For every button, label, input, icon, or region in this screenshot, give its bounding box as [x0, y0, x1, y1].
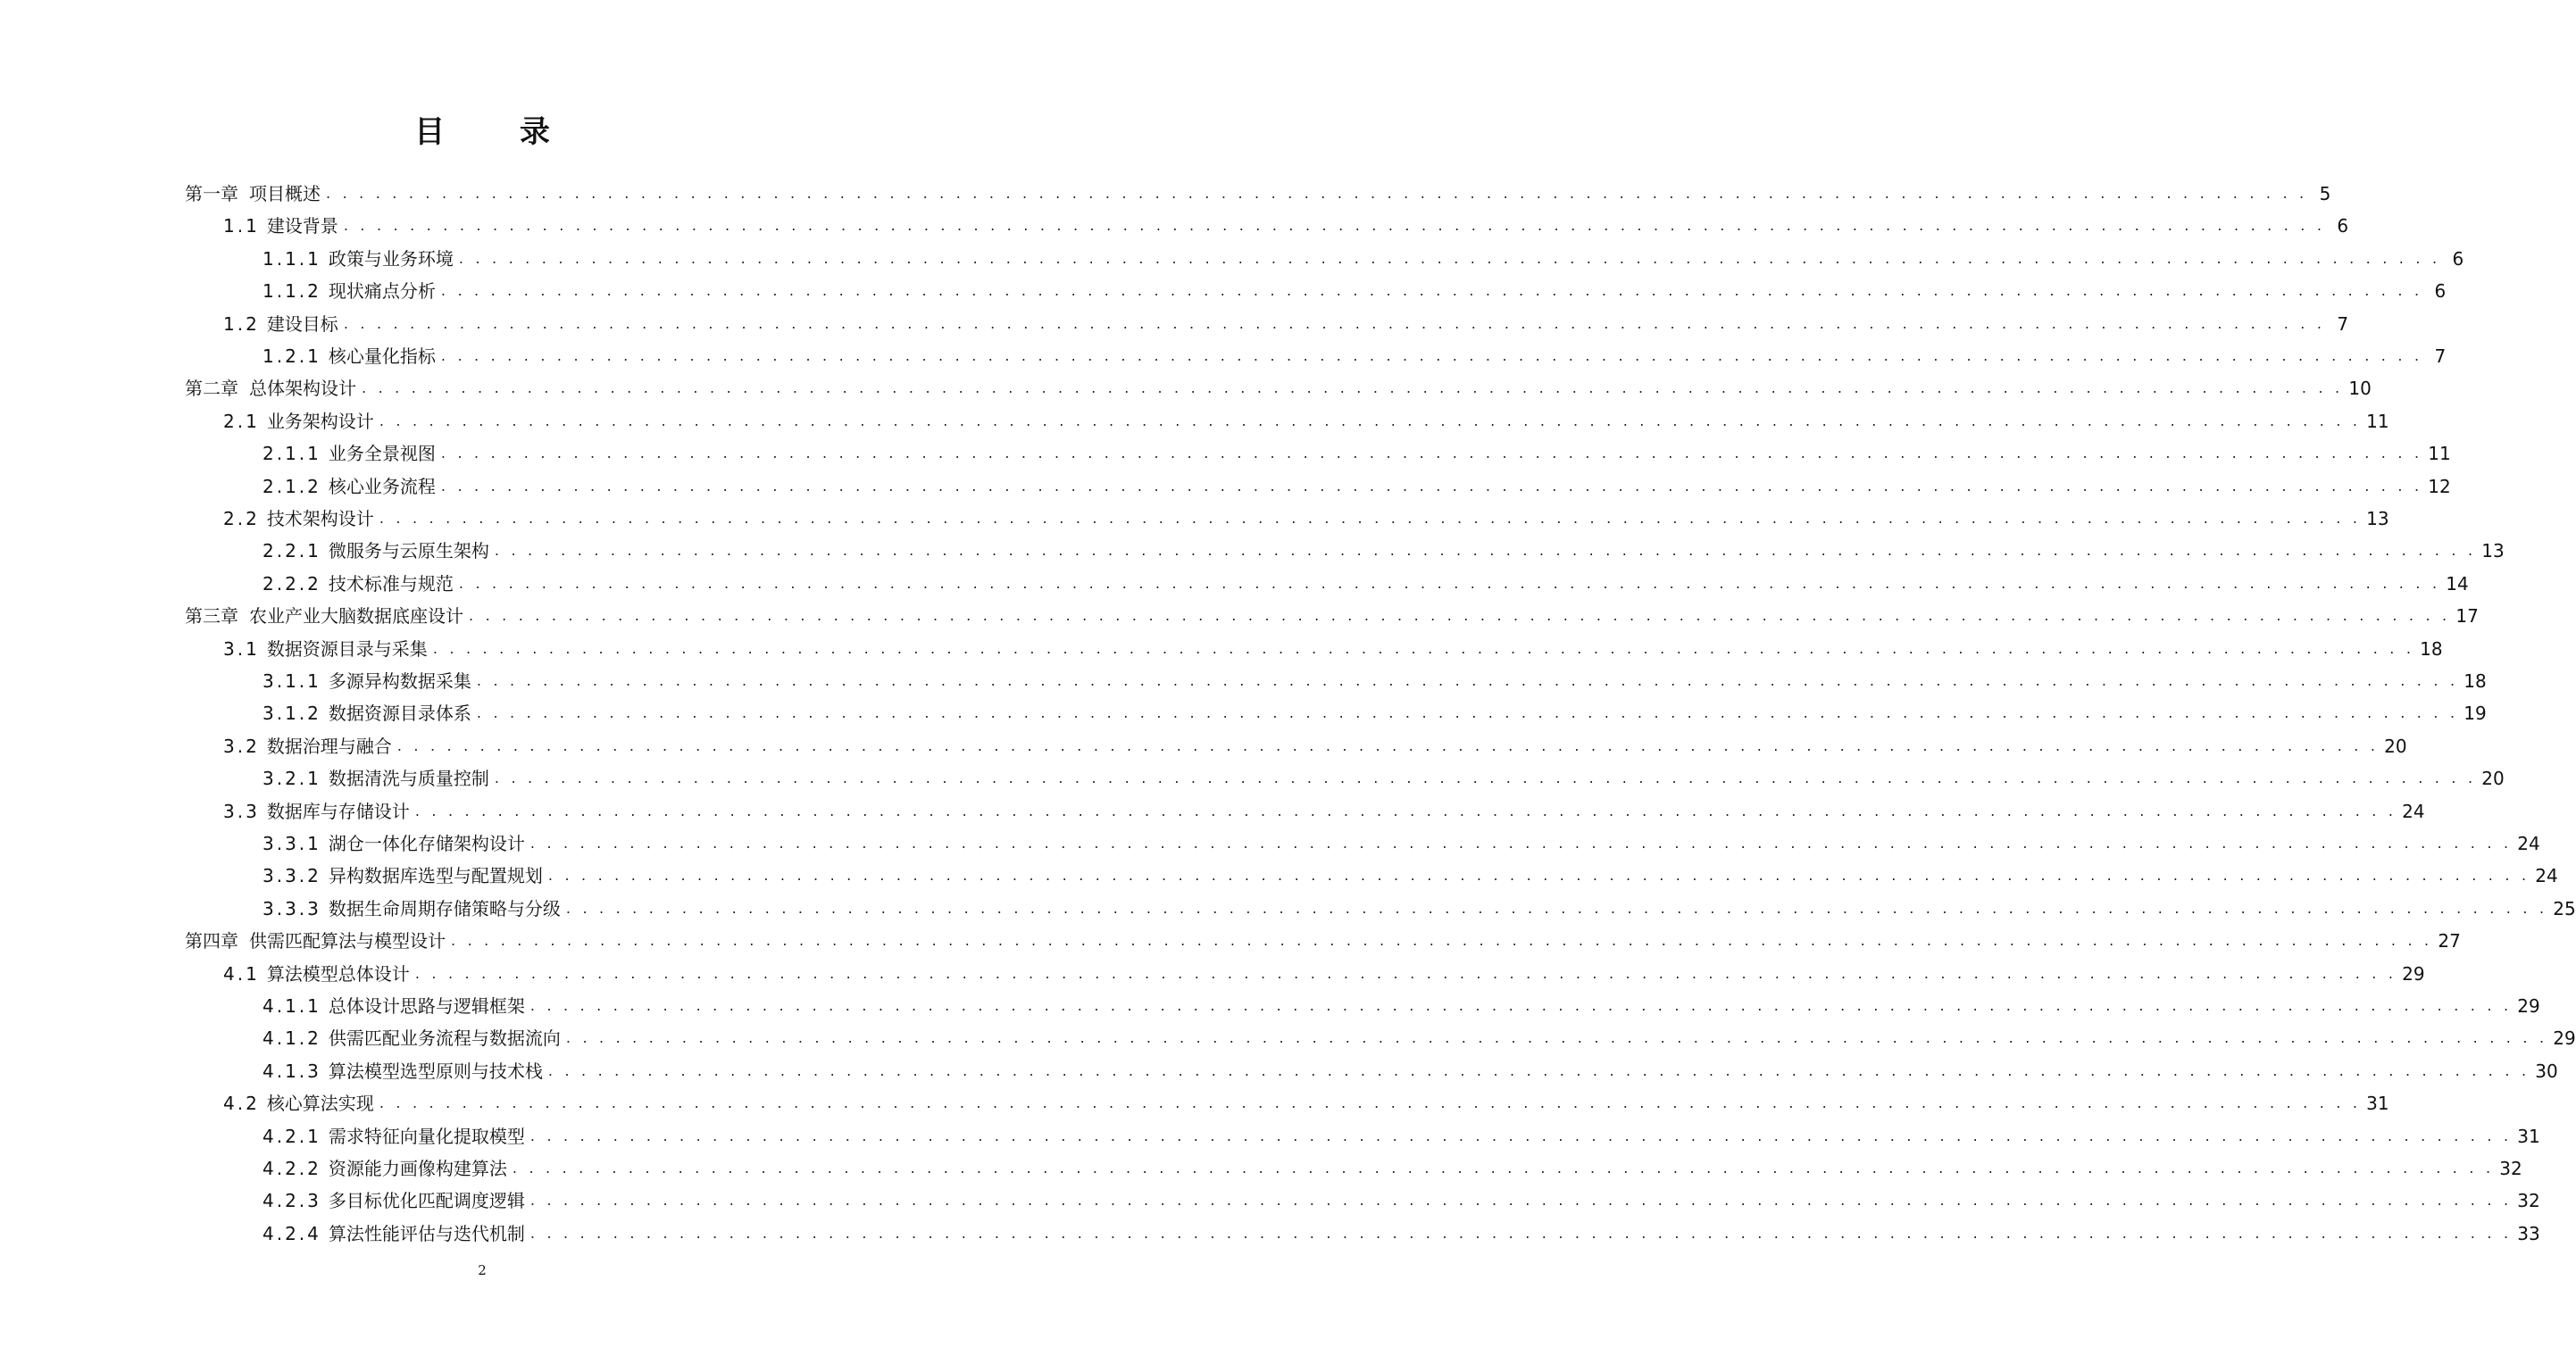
- toc-entry-title: 项目概述: [249, 183, 321, 204]
- toc-entry-title: 现状痛点分析: [328, 280, 436, 303]
- toc-entry[interactable]: [223, 958, 2425, 990]
- toc-entry-title: 湖仓一体化存储架构设计: [328, 833, 525, 854]
- toc-entry[interactable]: [223, 633, 2443, 665]
- toc-entry[interactable]: [263, 340, 2447, 372]
- toc-dot-leader: . . . . . . . . . . . . . . . . . . . . . . . . . . . . . . . . . . . . . . . . . . . . . . . . . . . . . . . . . . . . . . . . . . . . . . . . . . . . . . . . . . . . . . . . . . . . . . . . . . . . . . . . . . . . . . . . . . . . . . . .: [565, 899, 2548, 917]
- toc-dot-leader: . . . . . . . . . . . . . . . . . . . . . . . . . . . . . . . . . . . . . . . . . . . . . . . . . . . . . . . . . . . . . . . . . . . . . . . . . . . . . . . . . . . . . . . . . . . . . . . . . . . . . . . . . . . . . . . . . . . . . . . .: [379, 510, 2362, 527]
- toc-entry-number: 2.1.2: [263, 475, 321, 497]
- toc-entry-page: 32: [2517, 1190, 2540, 1212]
- toc-entry[interactable]: [263, 243, 2464, 275]
- toc-entry-title: 多目标优化匹配调度逻辑: [328, 1190, 525, 1212]
- toc-entry-title: 业务全景视图: [328, 443, 436, 465]
- toc-entry[interactable]: [223, 795, 2425, 828]
- toc-dot-leader: . . . . . . . . . . . . . . . . . . . . . . . . . . . . . . . . . . . . . . . . . . . . . . . . . . . . . . . . . . . . . . . . . . . . . . . . . . . . . . . . . . . . . . . . . . . . . . . . . . . . . . . . . . . . . . . . . . . . . . . .: [529, 1224, 2513, 1242]
- toc-entry-number: 第二章: [185, 378, 238, 400]
- toc-entry-page: 11: [2428, 443, 2451, 465]
- toc-entry-number: 1.1: [223, 215, 260, 237]
- toc-entry-page: 24: [2402, 800, 2425, 822]
- toc-entry-page: 19: [2463, 703, 2487, 725]
- toc-entry-title: 总体架构设计: [249, 378, 356, 400]
- toc-entry-title: 需求特征向量化提取模型: [328, 1125, 525, 1147]
- toc-entry-page: 13: [2481, 540, 2505, 562]
- toc-entry-title: 核心业务流程: [328, 475, 436, 497]
- toc-dot-leader: . . . . . . . . . . . . . . . . . . . . . . . . . . . . . . . . . . . . . . . . . . . . . . . . . . . . . . . . . . . . . . . . . . . . . . . . . . . . . . . . . . . . . . . . . . . . . . . . . . . . . . . . . . . . . . . . . . . . . . . .: [494, 542, 2477, 560]
- toc-entry-title: 政策与业务环境: [328, 247, 454, 270]
- toc-dot-leader: . . . . . . . . . . . . . . . . . . . . . . . . . . . . . . . . . . . . . . . . . . . . . . . . . . . . . . . . . . . . . . . . . . . . . . . . . . . . . . . . . . . . . . . . . . . . . . . . . . . . . . . . . . . . . . . . . . . . . . . .: [565, 1029, 2548, 1047]
- toc-entry-title: 异构数据库选型与配置规划: [328, 865, 543, 887]
- toc-entry-title: 供需匹配业务流程与数据流向: [328, 1027, 561, 1050]
- toc-entry-page: 12: [2428, 475, 2451, 497]
- toc-entry[interactable]: [263, 990, 2540, 1022]
- toc-entry[interactable]: [263, 893, 2576, 925]
- page-number: 2: [478, 1262, 487, 1278]
- toc-dot-leader: . . . . . . . . . . . . . . . . . . . . . . . . . . . . . . . . . . . . . . . . . . . . . . . . . . . . . . . . . . . . . . . . . . . . . . . . . . . . . . . . . . . . . . . . . . . . . . . . . . . . . . . . . . . . . . . . . . . . . . . .: [379, 412, 2362, 429]
- toc-entry-number: 4.2.2: [263, 1158, 321, 1179]
- toc-entry[interactable]: [263, 828, 2540, 860]
- toc-entry-page: 33: [2517, 1222, 2540, 1244]
- toc-entry-page: 31: [2517, 1125, 2540, 1147]
- toc-entry[interactable]: [185, 178, 2331, 210]
- toc-entry-title: 数据生命周期存储策略与分级: [328, 897, 561, 919]
- toc-dot-leader: . . . . . . . . . . . . . . . . . . . . . . . . . . . . . . . . . . . . . . . . . . . . . . . . . . . . . . . . . . . . . . . . . . . . . . . . . . . . . . . . . . . . . . . . . . . . . . . . . . . . . . . . . . . . . . . . . . . . . . . .: [379, 1094, 2362, 1112]
- toc-entry-page: 31: [2366, 1093, 2389, 1115]
- toc-entry-number: 3.2: [223, 735, 260, 757]
- toc-entry-page: 17: [2455, 605, 2479, 628]
- toc-dot-leader: . . . . . . . . . . . . . . . . . . . . . . . . . . . . . . . . . . . . . . . . . . . . . . . . . . . . . . . . . . . . . . . . . . . . . . . . . . . . . . . . . . . . . . . . . . . . . . . . . . . . . . . . . . . . . . . . . . . . . . . .: [458, 249, 2441, 267]
- toc-dot-leader: . . . . . . . . . . . . . . . . . . . . . . . . . . . . . . . . . . . . . . . . . . . . . . . . . . . . . . . . . . . . . . . . . . . . . . . . . . . . . . . . . . . . . . . . . . . . . . . . . . . . . . . . . . . . . . . . . . . . . . . .: [343, 314, 2326, 332]
- toc-dot-leader: . . . . . . . . . . . . . . . . . . . . . . . . . . . . . . . . . . . . . . . . . . . . . . . . . . . . . . . . . . . . . . . . . . . . . . . . . . . . . . . . . . . . . . . . . . . . . . . . . . . . . . . . . . . . . . . . . . . . . . . .: [476, 672, 2459, 689]
- toc-entry[interactable]: [263, 1022, 2576, 1054]
- toc-dot-leader: . . . . . . . . . . . . . . . . . . . . . . . . . . . . . . . . . . . . . . . . . . . . . . . . . . . . . . . . . . . . . . . . . . . . . . . . . . . . . . . . . . . . . . . . . . . . . . . . . . . . . . . . . . . . . . . . . . . . . . . .: [440, 445, 2423, 462]
- toc-entry-number: 3.2.1: [263, 768, 321, 790]
- toc-entry-title: 数据治理与融合: [266, 735, 392, 757]
- toc-entry-page: 6: [2452, 247, 2464, 270]
- toc-entry-number: 2.2: [223, 508, 260, 529]
- toc-entry-title: 核心算法实现: [266, 1093, 374, 1115]
- toc-entry-page: 24: [2535, 865, 2558, 887]
- toc-entry-number: 4.1.1: [263, 995, 321, 1017]
- toc-entry-number: 4.2.1: [263, 1125, 321, 1147]
- toc-entry-number: 4.1.3: [263, 1060, 321, 1082]
- toc-entry-number: 4.1.2: [263, 1027, 321, 1050]
- toc-entry-title: 核心量化指标: [328, 345, 436, 367]
- toc-dot-leader: . . . . . . . . . . . . . . . . . . . . . . . . . . . . . . . . . . . . . . . . . . . . . . . . . . . . . . . . . . . . . . . . . . . . . . . . . . . . . . . . . . . . . . . . . . . . . . . . . . . . . . . . . . . . . . . . . . . . . . . .: [440, 477, 2423, 495]
- toc-entry[interactable]: [263, 275, 2447, 307]
- toc-entry-title: 算法模型选型原则与技术栈: [328, 1060, 543, 1082]
- toc-dot-leader: . . . . . . . . . . . . . . . . . . . . . . . . . . . . . . . . . . . . . . . . . . . . . . . . . . . . . . . . . . . . . . . . . . . . . . . . . . . . . . . . . . . . . . . . . . . . . . . . . . . . . . . . . . . . . . . . . . . . . . . .: [432, 639, 2415, 657]
- toc-entry-number: 4.1: [223, 962, 260, 985]
- toc-dot-leader: . . . . . . . . . . . . . . . . . . . . . . . . . . . . . . . . . . . . . . . . . . . . . . . . . . . . . . . . . . . . . . . . . . . . . . . . . . . . . . . . . . . . . . . . . . . . . . . . . . . . . . . . . . . . . . . . . . . . . . . .: [494, 769, 2477, 787]
- toc-entry-page: 10: [2348, 378, 2372, 400]
- toc-dot-leader: . . . . . . . . . . . . . . . . . . . . . . . . . . . . . . . . . . . . . . . . . . . . . . . . . . . . . . . . . . . . . . . . . . . . . . . . . . . . . . . . . . . . . . . . . . . . . . . . . . . . . . . . . . . . . . . . . . . . . . . .: [396, 736, 2380, 754]
- toc-dot-leader: . . . . . . . . . . . . . . . . . . . . . . . . . . . . . . . . . . . . . . . . . . . . . . . . . . . . . . . . . . . . . . . . . . . . . . . . . . . . . . . . . . . . . . . . . . . . . . . . . . . . . . . . . . . . . . . . . . . . . . . .: [343, 217, 2326, 235]
- toc-entry[interactable]: [223, 503, 2389, 535]
- toc-entry[interactable]: [263, 1185, 2540, 1217]
- toc-dot-leader: . . . . . . . . . . . . . . . . . . . . . . . . . . . . . . . . . . . . . . . . . . . . . . . . . . . . . . . . . . . . . . . . . . . . . . . . . . . . . . . . . . . . . . . . . . . . . . . . . . . . . . . . . . . . . . . . . . . . . . . .: [414, 964, 2397, 982]
- toc-entry-number: 4.2.3: [263, 1190, 321, 1212]
- toc-entry-page: 29: [2517, 995, 2540, 1017]
- toc-entry-number: 1.2.1: [263, 345, 321, 367]
- toc-entry-page: 29: [2553, 1027, 2576, 1050]
- toc-entry[interactable]: [263, 1120, 2540, 1152]
- toc-entry-title: 技术架构设计: [266, 508, 374, 529]
- toc-entry-number: 2.2.1: [263, 540, 321, 562]
- toc-entry[interactable]: [223, 210, 2349, 242]
- toc-entry-number: 第三章: [185, 605, 238, 628]
- toc-entry-number: 1.1.2: [263, 280, 321, 303]
- toc-dot-leader: . . . . . . . . . . . . . . . . . . . . . . . . . . . . . . . . . . . . . . . . . . . . . . . . . . . . . . . . . . . . . . . . . . . . . . . . . . . . . . . . . . . . . . . . . . . . . . . . . . . . . . . . . . . . . . . . . . . . . . . .: [476, 704, 2459, 722]
- toc-entry[interactable]: [185, 600, 2479, 632]
- toc-entry-number: 1.2: [223, 312, 260, 335]
- toc-entry-title: 数据资源目录与采集: [266, 637, 428, 660]
- toc-dot-leader: . . . . . . . . . . . . . . . . . . . . . . . . . . . . . . . . . . . . . . . . . . . . . . . . . . . . . . . . . . . . . . . . . . . . . . . . . . . . . . . . . . . . . . . . . . . . . . . . . . . . . . . . . . . . . . . . . . . . . . . .: [547, 1061, 2530, 1079]
- toc-entry-number: 3.3.2: [263, 865, 321, 887]
- toc-entry-page: 29: [2402, 962, 2425, 985]
- toc-entry-number: 4.2: [223, 1093, 260, 1115]
- toc-entry-title: 数据库与存储设计: [266, 800, 410, 822]
- toc-entry[interactable]: [263, 437, 2451, 470]
- toc-entry-page: 14: [2446, 572, 2469, 595]
- toc-dot-leader: . . . . . . . . . . . . . . . . . . . . . . . . . . . . . . . . . . . . . . . . . . . . . . . . . . . . . . . . . . . . . . . . . . . . . . . . . . . . . . . . . . . . . . . . . . . . . . . . . . . . . . . . . . . . . . . . . . . . . . . .: [440, 282, 2423, 300]
- toc-entry-page: 13: [2366, 508, 2389, 529]
- toc-entry-title: 农业产业大脑数据底座设计: [249, 605, 463, 628]
- toc-entry[interactable]: [185, 925, 2461, 957]
- toc-entry-number: 3.1.2: [263, 703, 321, 725]
- toc-entry[interactable]: [223, 308, 2349, 340]
- toc-dot-leader: . . . . . . . . . . . . . . . . . . . . . . . . . . . . . . . . . . . . . . . . . . . . . . . . . . . . . . . . . . . . . . . . . . . . . . . . . . . . . . . . . . . . . . . . . . . . . . . . . . . . . . . . . . . . . . . . . . . . . . . .: [414, 802, 2397, 819]
- toc-entry-page: 27: [2438, 930, 2461, 952]
- toc-entry-title: 数据清洗与质量控制: [328, 768, 489, 790]
- toc-entry[interactable]: [263, 470, 2451, 503]
- toc-entry-number: 3.3: [223, 800, 260, 822]
- toc-entry[interactable]: [263, 697, 2487, 729]
- toc-entry[interactable]: [263, 535, 2505, 567]
- toc-entry-page: 18: [2420, 637, 2443, 660]
- toc-dot-leader: . . . . . . . . . . . . . . . . . . . . . . . . . . . . . . . . . . . . . . . . . . . . . . . . . . . . . . . . . . . . . . . . . . . . . . . . . . . . . . . . . . . . . . . . . . . . . . . . . . . . . . . . . . . . . . . . . . . . . . . .: [440, 347, 2423, 364]
- toc-dot-leader: . . . . . . . . . . . . . . . . . . . . . . . . . . . . . . . . . . . . . . . . . . . . . . . . . . . . . . . . . . . . . . . . . . . . . . . . . . . . . . . . . . . . . . . . . . . . . . . . . . . . . . . . . . . . . . . . . . . . . . . .: [469, 607, 2451, 625]
- toc-entry-page: 6: [2434, 280, 2447, 303]
- toc-entry[interactable]: [263, 568, 2469, 600]
- toc-entry-number: 2.1.1: [263, 443, 321, 465]
- toc-entry-page: 7: [2434, 345, 2447, 367]
- toc-entry-number: 3.3.3: [263, 897, 321, 919]
- toc-entry[interactable]: [263, 1055, 2558, 1087]
- toc-entry-page: 30: [2535, 1060, 2558, 1082]
- toc-entry-title: 算法性能评估与迭代机制: [328, 1222, 525, 1244]
- toc-entry-page: 20: [2384, 735, 2407, 757]
- toc-entry-title: 技术标准与规范: [328, 572, 454, 595]
- toc-entry-number: 第一章: [185, 183, 238, 204]
- toc-entry-title: 建设目标: [266, 312, 338, 335]
- toc-entry[interactable]: [185, 372, 2372, 404]
- toc-entry-title: 总体设计思路与逻辑框架: [328, 995, 525, 1017]
- toc-entry[interactable]: [223, 1087, 2389, 1119]
- toc-entry-title: 资源能力画像构建算法: [328, 1158, 507, 1179]
- toc-entry-page: 32: [2499, 1158, 2522, 1179]
- toc-entry-title: 建设背景: [266, 215, 338, 237]
- toc-entry-title: 业务架构设计: [266, 410, 374, 432]
- toc-entry-page: 11: [2366, 410, 2389, 432]
- toc-entry-page: 20: [2481, 768, 2505, 790]
- toc-entry-title: 供需匹配算法与模型设计: [249, 930, 446, 952]
- toc-dot-leader: . . . . . . . . . . . . . . . . . . . . . . . . . . . . . . . . . . . . . . . . . . . . . . . . . . . . . . . . . . . . . . . . . . . . . . . . . . . . . . . . . . . . . . . . . . . . . . . . . . . . . . . . . . . . . . . . . . . . . . . .: [547, 867, 2530, 885]
- toc-dot-leader: . . . . . . . . . . . . . . . . . . . . . . . . . . . . . . . . . . . . . . . . . . . . . . . . . . . . . . . . . . . . . . . . . . . . . . . . . . . . . . . . . . . . . . . . . . . . . . . . . . . . . . . . . . . . . . . . . . . . . . . .: [529, 835, 2513, 852]
- toc-entry[interactable]: [263, 1218, 2540, 1250]
- toc-entry[interactable]: [263, 860, 2558, 892]
- toc-entry-number: 2.2.2: [263, 572, 321, 595]
- page-title: 目 录: [414, 114, 582, 150]
- toc-entry-number: 2.1: [223, 410, 260, 432]
- toc-dot-leader: . . . . . . . . . . . . . . . . . . . . . . . . . . . . . . . . . . . . . . . . . . . . . . . . . . . . . . . . . . . . . . . . . . . . . . . . . . . . . . . . . . . . . . . . . . . . . . . . . . . . . . . . . . . . . . . . . . . . . . . .: [326, 185, 2308, 202]
- toc-dot-leader: . . . . . . . . . . . . . . . . . . . . . . . . . . . . . . . . . . . . . . . . . . . . . . . . . . . . . . . . . . . . . . . . . . . . . . . . . . . . . . . . . . . . . . . . . . . . . . . . . . . . . . . . . . . . . . . . . . . . . . . .: [451, 932, 2433, 950]
- toc-entry-number: 3.1.1: [263, 670, 321, 692]
- toc-entry-number: 3.3.1: [263, 833, 321, 854]
- toc-entry[interactable]: [223, 405, 2389, 437]
- toc-entry-page: 24: [2517, 833, 2540, 854]
- toc-entry-title: 多源异构数据采集: [328, 670, 471, 692]
- toc-dot-leader: . . . . . . . . . . . . . . . . . . . . . . . . . . . . . . . . . . . . . . . . . . . . . . . . . . . . . . . . . . . . . . . . . . . . . . . . . . . . . . . . . . . . . . . . . . . . . . . . . . . . . . . . . . . . . . . . . . . . . . . .: [529, 997, 2513, 1014]
- toc-dot-leader: . . . . . . . . . . . . . . . . . . . . . . . . . . . . . . . . . . . . . . . . . . . . . . . . . . . . . . . . . . . . . . . . . . . . . . . . . . . . . . . . . . . . . . . . . . . . . . . . . . . . . . . . . . . . . . . . . . . . . . . .: [512, 1160, 2495, 1177]
- toc-entry-number: 第四章: [185, 930, 238, 952]
- toc-entry-number: 4.2.4: [263, 1222, 321, 1244]
- toc-entry-page: 18: [2463, 670, 2487, 692]
- toc-entry-title: 微服务与云原生架构: [328, 540, 489, 562]
- toc-entry-number: 3.1: [223, 637, 260, 660]
- toc-entry-page: 7: [2337, 312, 2349, 335]
- toc-entry-page: 25: [2553, 897, 2576, 919]
- toc-entry[interactable]: [263, 665, 2487, 697]
- toc-dot-leader: . . . . . . . . . . . . . . . . . . . . . . . . . . . . . . . . . . . . . . . . . . . . . . . . . . . . . . . . . . . . . . . . . . . . . . . . . . . . . . . . . . . . . . . . . . . . . . . . . . . . . . . . . . . . . . . . . . . . . . . .: [458, 574, 2441, 592]
- toc-entry-page: 6: [2337, 215, 2349, 237]
- toc-entry[interactable]: [223, 730, 2407, 762]
- toc-entry[interactable]: [263, 762, 2505, 794]
- toc-dot-leader: . . . . . . . . . . . . . . . . . . . . . . . . . . . . . . . . . . . . . . . . . . . . . . . . . . . . . . . . . . . . . . . . . . . . . . . . . . . . . . . . . . . . . . . . . . . . . . . . . . . . . . . . . . . . . . . . . . . . . . . .: [529, 1192, 2513, 1210]
- toc-entry[interactable]: [263, 1152, 2522, 1185]
- toc-dot-leader: . . . . . . . . . . . . . . . . . . . . . . . . . . . . . . . . . . . . . . . . . . . . . . . . . . . . . . . . . . . . . . . . . . . . . . . . . . . . . . . . . . . . . . . . . . . . . . . . . . . . . . . . . . . . . . . . . . . . . . . .: [362, 379, 2344, 397]
- toc-entry-title: 算法模型总体设计: [266, 962, 410, 985]
- toc-dot-leader: . . . . . . . . . . . . . . . . . . . . . . . . . . . . . . . . . . . . . . . . . . . . . . . . . . . . . . . . . . . . . . . . . . . . . . . . . . . . . . . . . . . . . . . . . . . . . . . . . . . . . . . . . . . . . . . . . . . . . . . .: [529, 1127, 2513, 1144]
- toc-entry-number: 1.1.1: [263, 247, 321, 270]
- toc-entry-page: 5: [2319, 183, 2331, 204]
- toc-entry-title: 数据资源目录体系: [328, 703, 471, 725]
